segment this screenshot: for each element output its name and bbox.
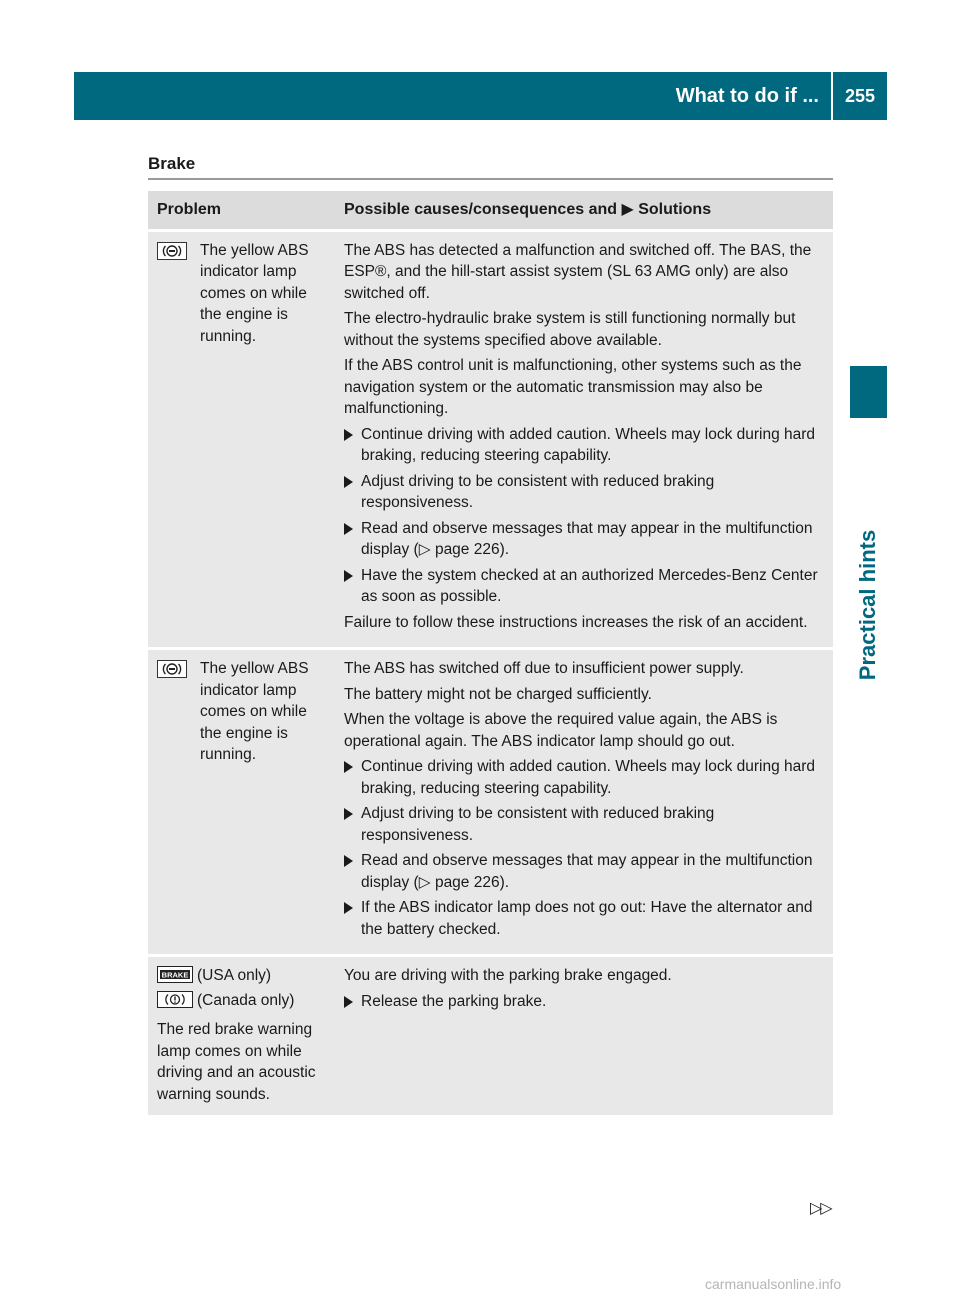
cause-text: The electro-hydraulic brake system is still functioning normally but without the systems specified above available. bbox=[344, 310, 796, 349]
problem-cell bbox=[148, 650, 335, 954]
page-number: 255 bbox=[844, 85, 876, 106]
section-heading: Brake bbox=[148, 154, 196, 173]
solution-step bbox=[344, 471, 825, 514]
solution-step bbox=[344, 850, 825, 893]
solution-step bbox=[344, 897, 825, 940]
header-title: What to do if ... bbox=[675, 84, 819, 107]
step-arrow-icon bbox=[344, 570, 353, 582]
abs-warning-icon bbox=[157, 660, 187, 678]
icon-line-usa bbox=[157, 965, 327, 987]
svg-text:BRAKE: BRAKE bbox=[161, 970, 189, 980]
warning-note: Failure to follow these instructions increases the risk of an accident. bbox=[344, 613, 808, 631]
solution-step bbox=[344, 565, 825, 608]
solution-cell bbox=[335, 957, 833, 1115]
table-row bbox=[148, 957, 833, 1115]
step-arrow-icon bbox=[344, 996, 353, 1008]
section-tab-marker bbox=[850, 366, 887, 418]
step-text: If the ABS indicator lamp does not go out: Have the alternator and the battery checked. bbox=[361, 899, 813, 938]
column-header-solutions: Possible causes/consequences and ▶ Solutions bbox=[335, 191, 833, 229]
step-text: Release the parking brake. bbox=[361, 992, 547, 1010]
table-row bbox=[148, 232, 833, 648]
solution-step bbox=[344, 803, 825, 846]
cause-text: The ABS has switched off due to insufficient power supply. bbox=[344, 660, 744, 677]
column-header-problem: Problem bbox=[148, 191, 335, 229]
step-text: Adjust driving to be consistent with reduced braking responsiveness. bbox=[361, 472, 715, 511]
step-arrow-icon bbox=[344, 429, 353, 441]
table-row bbox=[148, 650, 833, 954]
icon-line-canada bbox=[157, 990, 327, 1012]
step-text: Read and observe messages that may appear in the multifunction display (▷ page 226). bbox=[361, 852, 813, 891]
continue-arrows-icon: ▷▷ bbox=[810, 1200, 831, 1217]
heading-rule bbox=[148, 178, 833, 180]
solution-cell bbox=[335, 650, 833, 954]
cause-text: If the ABS control unit is malfunctioning, other systems such as the navigation system or the automatic transmission may also be malfunctioning. bbox=[344, 357, 802, 417]
icon-line-text: (Canada only) bbox=[197, 991, 295, 1009]
step-arrow-icon bbox=[344, 855, 353, 867]
step-text: Read and observe messages that may appear in the multifunction display (▷ page 226). bbox=[361, 519, 813, 558]
step-arrow-icon bbox=[344, 523, 353, 535]
step-text: Have the system checked at an authorized Mercedes-Benz Center as soon as possible. bbox=[361, 566, 818, 605]
solution-step bbox=[344, 991, 825, 1013]
cause-text: When the voltage is above the required value again, the ABS is operational again. The ABS indicator lamp should go out. bbox=[344, 711, 778, 750]
step-text: Adjust driving to be consistent with reduced braking responsiveness. bbox=[361, 805, 715, 844]
watermark: carmanualsonline.info bbox=[705, 1276, 842, 1292]
problem-text: The yellow ABS indicator lamp comes on while the engine is running. bbox=[200, 241, 309, 345]
cause-text: The ABS has detected a malfunction and switched off. The BAS, the ESP®, and the hill-start assist system (SL 63 AMG only) are also switched off. bbox=[344, 241, 812, 302]
step-arrow-icon bbox=[344, 902, 353, 914]
brake-text-icon bbox=[157, 966, 193, 983]
page-header bbox=[74, 72, 887, 120]
step-text: Continue driving with added caution. Wheels may lock during hard braking, reducing steering capability. bbox=[361, 425, 816, 464]
problem-text: The yellow ABS indicator lamp comes on while the engine is running. bbox=[200, 660, 309, 763]
icon-line-text: (USA only) bbox=[197, 967, 272, 984]
problem-text: The red brake warning lamp comes on while driving and an acoustic warning sounds. bbox=[157, 1021, 316, 1103]
solution-step bbox=[344, 756, 825, 799]
cause-text: You are driving with the parking brake engaged. bbox=[344, 967, 672, 984]
solution-step bbox=[344, 424, 825, 467]
solution-cell bbox=[335, 232, 833, 648]
brake-circle-icon bbox=[157, 991, 193, 1008]
cause-text: The battery might not be charged sufficiently. bbox=[344, 685, 652, 703]
problem-cell bbox=[148, 957, 335, 1115]
table-header-row bbox=[148, 191, 833, 229]
step-text: Continue driving with added caution. Wheels may lock during hard braking, reducing steering capability. bbox=[361, 758, 816, 797]
side-section-label: Practical hints bbox=[855, 529, 880, 681]
step-arrow-icon bbox=[344, 476, 353, 488]
abs-warning-icon bbox=[157, 242, 187, 260]
solution-step bbox=[344, 518, 825, 561]
step-arrow-icon bbox=[344, 808, 353, 820]
step-arrow-icon bbox=[344, 761, 353, 773]
problem-table bbox=[148, 188, 833, 1118]
problem-cell bbox=[148, 232, 335, 648]
